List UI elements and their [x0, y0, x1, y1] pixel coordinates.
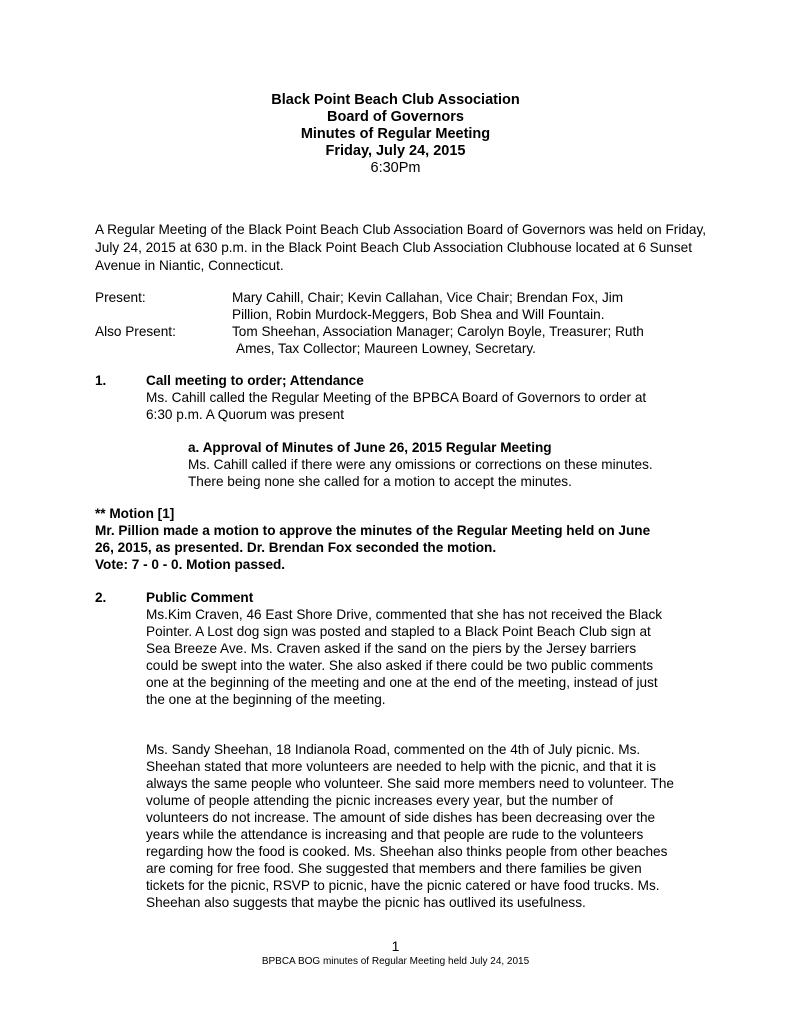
header-title: Minutes of Regular Meeting [300, 126, 491, 142]
present-line-1: Mary Cahill, Chair; Kevin Callahan, Vice Chair; Brendan Fox, Jim [232, 290, 624, 305]
header-time: 6:30Pm [370, 160, 421, 176]
section-2-title: Public Comment [146, 590, 254, 605]
paragraph-line: the one at the beginning of the meeting. [146, 692, 386, 707]
header-board: Board of Governors [327, 109, 464, 125]
motion-line-2: 26, 2015, as presented. Dr. Brendan Fox seconded the motion. [95, 540, 497, 555]
paragraph-line: Sheehan stated that more volunteers are needed to help with the picnic, and that it is [146, 759, 657, 774]
paragraph-line: Sheehan also suggests that maybe the picnic has outlived its usefulness. [146, 895, 586, 910]
section-1-line-1: Ms. Cahill called the Regular Meeting of the BPBCA Board of Governors to order at [146, 390, 647, 405]
paragraph-line: volume of people attending the picnic increases every year, but the number of [146, 793, 613, 808]
paragraph-line: Ms. Sandy Sheehan, 18 Indianola Road, commented on the 4th of July picnic. Ms. [146, 742, 641, 757]
subsection-1a-title: a. Approval of Minutes of June 26, 2015 Regular Meeting [188, 440, 552, 455]
subsection-1a-line-1: Ms. Cahill called if there were any omissions or corrections on these minutes. [188, 457, 653, 472]
paragraph-line: could be swept into the water. She also asked if there could be two public comments [146, 658, 654, 673]
paragraph-line: Sea Breeze Ave. Ms. Craven asked if the sand on the piers by the Jersey barriers [146, 641, 637, 656]
page-number: 1 [391, 938, 400, 954]
paragraph-line: Ms.Kim Craven, 46 East Shore Drive, commented that she has not received the Black [146, 607, 663, 622]
present-label: Present: [95, 290, 146, 305]
paragraph-line: regarding how the food is cooked. Ms. Sheehan also thinks people from other beaches [146, 844, 668, 859]
intro-paragraph: A Regular Meeting of the Black Point Beach Club Association Board of Governors was held on Friday, July 24, 2015 at 630 p.m. in the Black Point Beach Club Association Clubhouse located at 6 Sunset Avenue in Niantic, Connecticut. [95, 222, 707, 273]
also-present-line-1: Tom Sheehan, Association Manager; Carolyn Boyle, Treasurer; Ruth [232, 324, 644, 339]
paragraph-line: years while the attendance is increasing and that people are rude to the volunteers [146, 827, 644, 842]
paragraph-line: are coming for free food. She suggested that members and there families be given [146, 861, 642, 876]
footer-text: BPBCA BOG minutes of Regular Meeting held July 24, 2015 [261, 956, 530, 967]
motion-line-1: Mr. Pillion made a motion to approve the minutes of the Regular Meeting held on June [95, 523, 651, 538]
paragraph-line: Pointer. A Lost dog sign was posted and stapled to a Black Point Beach Club sign at [146, 624, 651, 639]
also-present-line-2: Ames, Tax Collector; Maureen Lowney, Secretary. [236, 341, 536, 356]
paragraph-line: volunteers do not increase. The amount of side dishes has been decreasing over the [146, 810, 656, 825]
motion-vote: Vote: 7 - 0 - 0. Motion passed. [95, 557, 286, 572]
subsection-1a-line-2: There being none she called for a motion to accept the minutes. [188, 474, 572, 489]
present-line-2: Pillion, Robin Murdock-Meggers, Bob Shea and Will Fountain. [232, 307, 605, 322]
header-date: Friday, July 24, 2015 [325, 143, 466, 159]
paragraph-line: tickets for the picnic, RSVP to picnic, have the picnic catered or have food trucks. Ms. [146, 878, 660, 893]
header-organization: Black Point Beach Club Association [271, 92, 520, 108]
section-2-number: 2. [95, 590, 107, 605]
section-1-line-2: 6:30 p.m. A Quorum was present [146, 407, 344, 422]
document-header [0, 92, 791, 177]
paragraph-line: always the same people who volunteer. She said more members need to volunteer. The [146, 776, 674, 791]
section-1-number: 1. [95, 373, 107, 388]
also-present-label: Also Present: [95, 324, 176, 339]
section-1-title: Call meeting to order; Attendance [146, 373, 364, 388]
paragraph-line: one at the beginning of the meeting and one at the end of the meeting, instead of just [146, 675, 658, 690]
motion-heading: ** Motion [1] [95, 506, 175, 521]
